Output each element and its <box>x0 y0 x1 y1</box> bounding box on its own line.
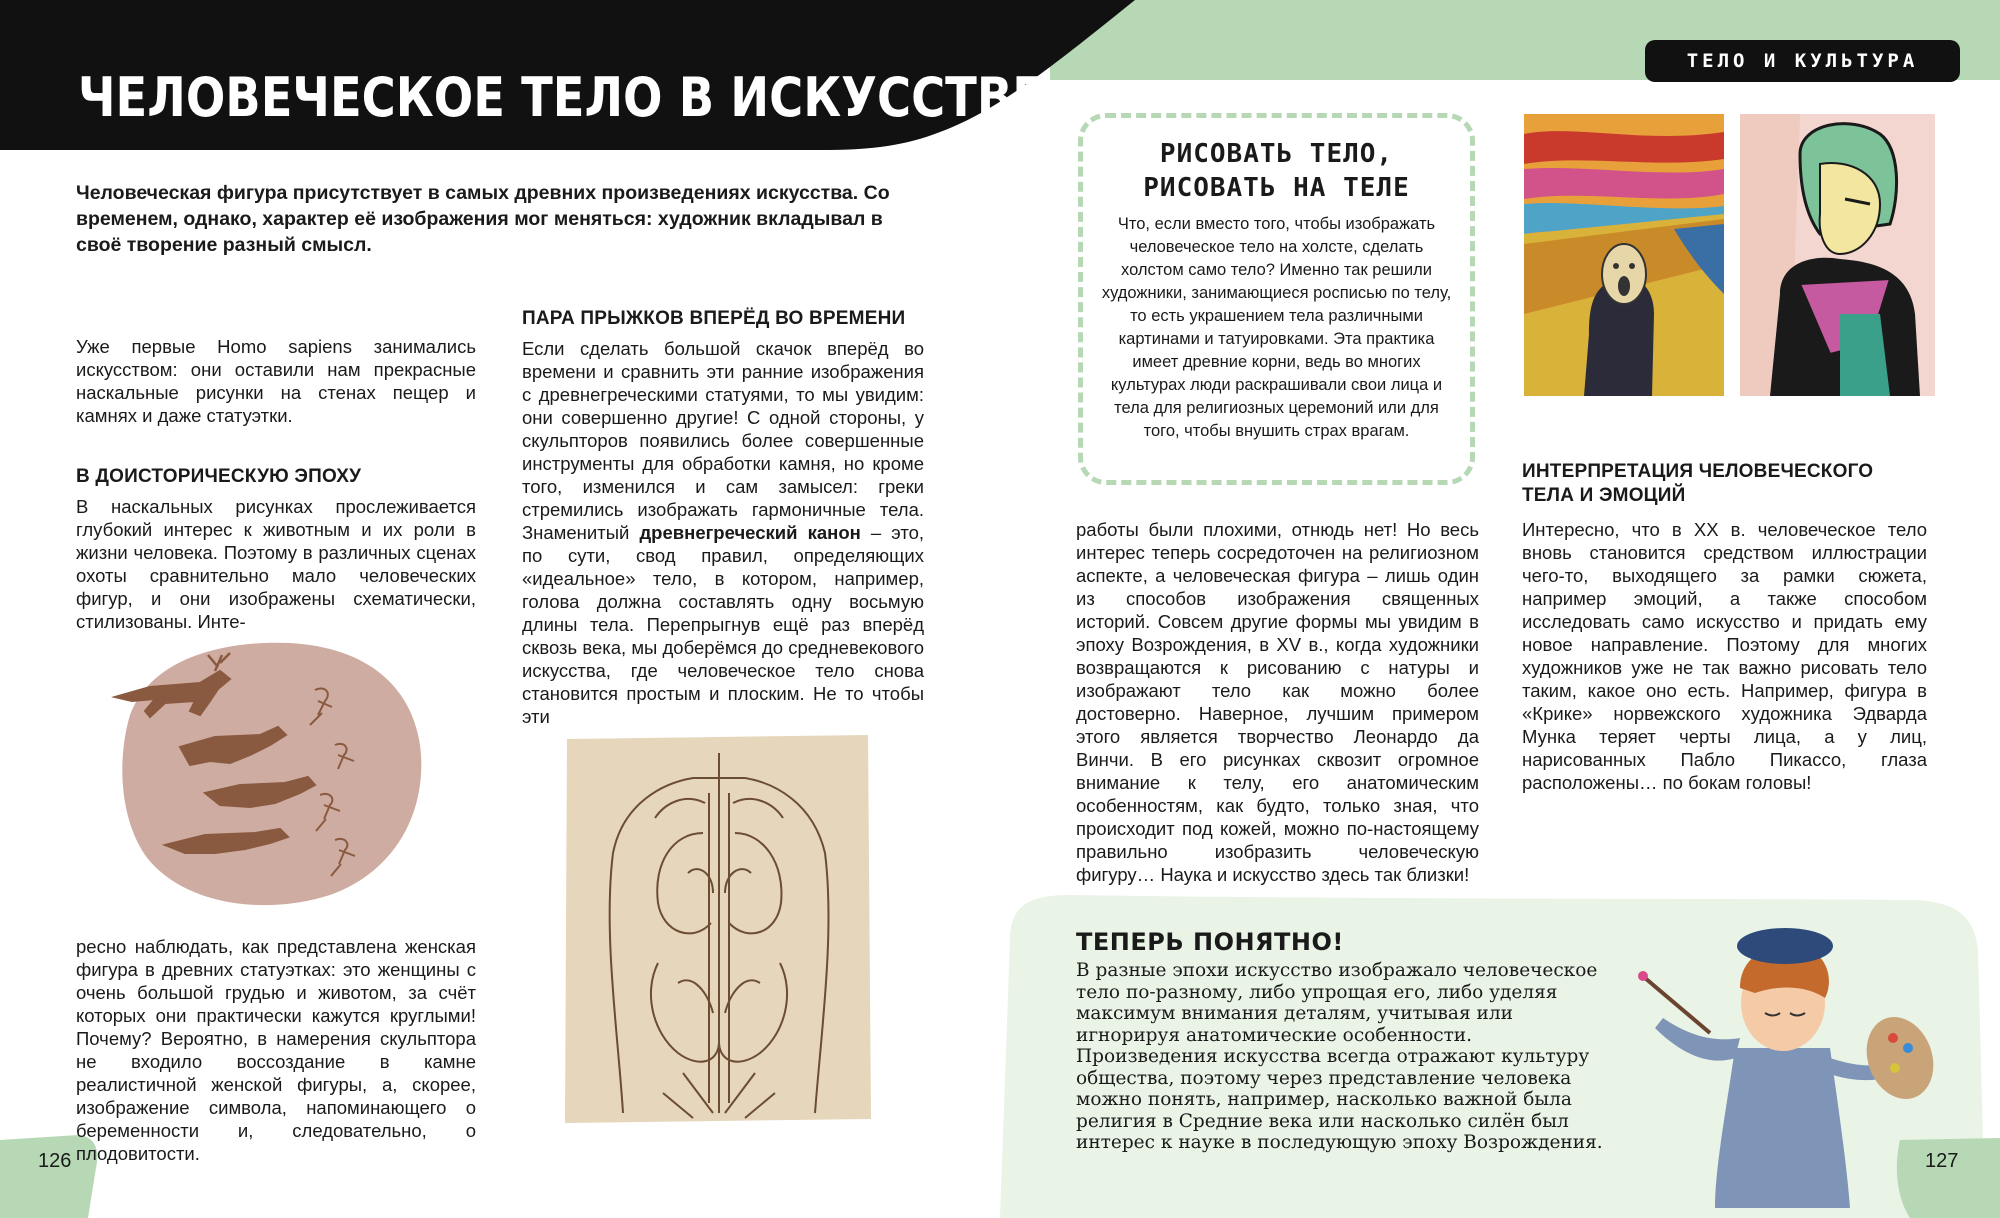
section-tag: ТЕЛО И КУЛЬТУРА <box>1686 50 1919 72</box>
body-painting-box-content <box>1100 137 1453 443</box>
page-number-right: 127 <box>1925 1150 1959 1172</box>
cave-painting-illustration <box>110 635 430 910</box>
body-painting-text: Что, если вместо того, чтобы изображать человеческое тело на холсте, сделать холстом само тело? Именно так решили художники, занимающиеся росписью по телу, то есть украшением тела различными картинами и татуировками. Эта практика имеет древние корни, ведь во многих культурах люди раскрашивали свои лица и тела для религиозных церемоний или для того, чтобы внушить страх врагам. <box>1101 215 1452 440</box>
right-middle-paragraph: работы были плохими, отнюдь нет! Но весь интерес теперь сосредоточен на религиозном аспекте, а человеческая фигура – лишь один из способов изображения священных историй. Совсем другие формы мы увидим в эпоху Возрождения, в XV в., когда художники возвращаются к рисованию с натуры и изображают тело как можно более достоверно. Наверное, лучшим примером этого является творчество Леонардо да Винчи. В его рисунках сквозит огромное внимание к телу, его анатомическим особенностям, как будто, только зная, что происходит под кожей, можно по-настоящему правильно изобразить человеческую фигуру… Наука и искусство здесь так близки! <box>1076 519 1479 885</box>
left-paragraph-2: В наскальных рисунках прослеживается глубокий интерес к животным и их роли в жизни человека. Поэтому в различных сценах охоты сравнительно мало человеческих фигур, и они изображены схематически, стилизованы. Инте- <box>76 496 476 632</box>
left-paragraph-1 <box>76 335 476 427</box>
middle-paragraph-part-2: – это, по сути, свод правил, определяющих «идеальное» тело, в котором, например, голова должна составлять одну восьмую длины тела. Перепрыгнув ещё раз вперёд сквозь века, мы доберёмся до средневекового искусства, где человеческое тело снова становится простым и плоским. Не то чтобы эти <box>522 522 925 727</box>
summary-title: ТЕПЕРЬ ПОНЯТНО! <box>1076 928 1344 956</box>
left-paragraph-1-text: Уже первые Homo sapiens занимались искусством: они оставили нам прекрасные наскальные рисунки на стенах пещер и камнях и даже статуэтки. <box>76 336 476 426</box>
right-paragraph: Интересно, что в XX в. человеческое тело вновь становится средством иллюстрации чего-то, выходящего за рамки сюжета, например эмоций, а также способом исследовать само искусство и придать ему новое направление. Поэтому для многих художников уже не так важно рисовать тело таким, какое оно есть. Например, фигура в «Крике» норвежского художника Эдварда Мунка теряет черты лица, а у лиц, нарисованных Пабло Пикассо, глаза расположены… по бокам головы! <box>1522 519 1927 793</box>
painter-boy-illustration <box>1615 918 1935 1208</box>
body-painting-title-line-1: РИСОВАТЬ ТЕЛО, <box>1159 139 1394 169</box>
page-number-left: 126 <box>38 1150 72 1172</box>
heading-time-jumps: ПАРА ПРЫЖКОВ ВПЕРЁД ВО ВРЕМЕНИ <box>522 308 906 329</box>
middle-paragraph-part-1: Если сделать большой скачок вперёд во времени и сравнить эти ранние изображения с древнегреческими статуями, то мы увидим: они совершенно другие! С одной стороны, у скульпторов появились более совершенные инструменты для обработки камня, но кроме того, изменился и сам замысел: греки стремились изображать гармоничные тела. Знаменитый <box>522 338 924 543</box>
picasso-portrait-illustration <box>1740 114 1935 396</box>
body-painting-title-line-2: РИСОВАТЬ НА ТЕЛЕ <box>1143 173 1410 203</box>
page-title: ЧЕЛОВЕЧЕСКОЕ ТЕЛО В ИСКУССТВЕ <box>78 66 1044 129</box>
left-paragraph-3: ресно наблюдать, как представлена женская фигура в древних статуэтках: это женщины с очень большой грудью и животом, за счёт которых они практически кажутся круглыми! Почему? Вероятно, в намерения скульптора не входило воссоздание в камне реалистичной женской фигуры, а, скорее, изображение символа, напоминающего о беременности и, следовательно, о плодовитости. <box>76 936 476 1164</box>
intro-paragraph: Человеческая фигура присутствует в самых древних произведениях искусства. Со временем, однако, характер её изображения мог меняться: художник вкладывал в своё творение разный смысл. <box>76 182 890 256</box>
summary-text: В разные эпохи искусство изображало человеческое тело по-разному, либо упрощая его, либо уделяя максимум внимания деталям, учитывая или игнорируя анатомические особенности. Произведения искусства всегда отражают культуру общества, поэтому через представление человека можно понять, например, насколько важной была религия в Средние века или насколько силён был интерес к науке в последующую эпоху Возрождения. <box>1076 960 1603 1153</box>
heading-interpretation: ИНТЕРПРЕТАЦИЯ ЧЕЛОВЕЧЕСКОГО ТЕЛА И ЭМОЦИЙ <box>1522 461 1874 506</box>
greek-canon-term: древнегреческий канон <box>639 522 861 543</box>
scream-painting-illustration <box>1524 114 1724 396</box>
heading-prehistoric: В ДОИСТОРИЧЕСКУЮ ЭПОХУ <box>76 466 362 487</box>
middle-paragraph <box>522 337 924 728</box>
anatomy-drawing-illustration <box>563 733 875 1125</box>
